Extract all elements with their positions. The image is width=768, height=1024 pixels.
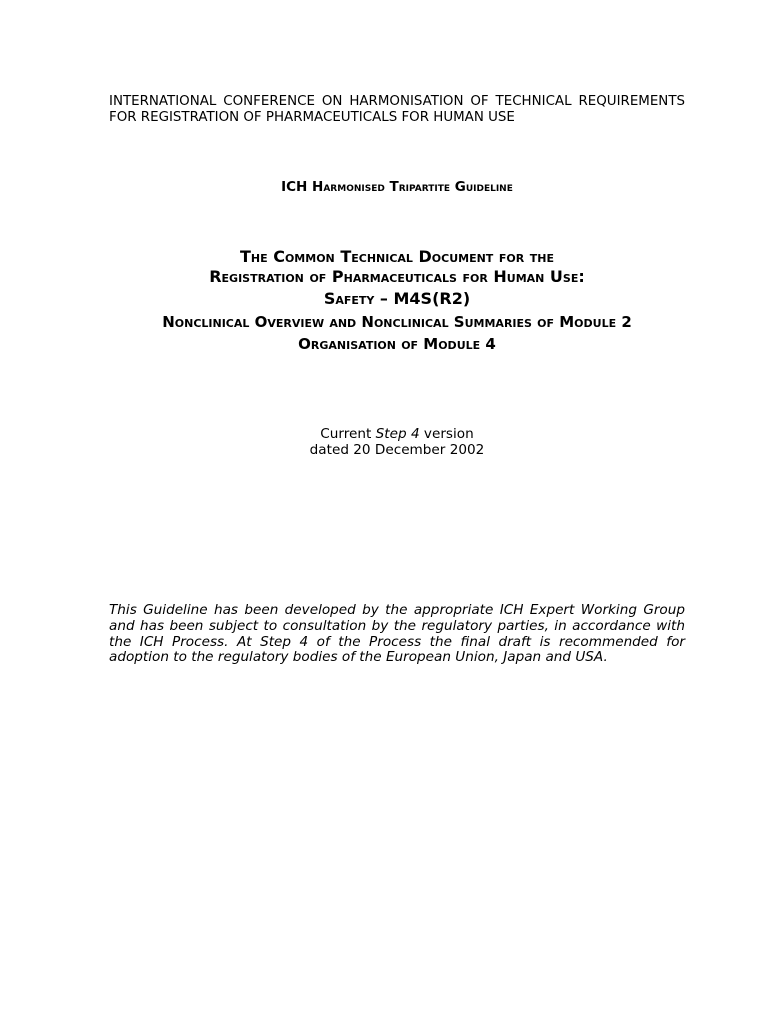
- version-step: Step 4: [375, 426, 420, 442]
- document-title-block: [109, 247, 685, 354]
- document-title-line-2: Registration of Pharmaceuticals for Human Use:: [209, 267, 585, 286]
- conference-heading: INTERNATIONAL CONFERENCE ON HARMONISATION OF TECHNICAL REQUIREMENTS FOR REGISTRATION OF PHARMACEUTICALS FOR HUMAN USE: [109, 94, 685, 125]
- document-code: Safety – M4S(R2): [323, 289, 471, 308]
- guideline-type-heading: ICH Harmonised Tripartite Guideline: [281, 179, 513, 195]
- version-date: dated 20 December 2002: [309, 442, 485, 458]
- guideline-notice: This Guideline has been developed by the appropriate ICH Expert Working Group and has been subject to consultation by the regulatory parties, in accordance with the ICH Process. At Step 4 of the Process the final draft is recommended for adoption to the regulatory bodies of the European Union, Japan and USA.: [109, 602, 685, 666]
- version-line: [109, 426, 685, 442]
- document-subtitle-2: Organisation of Module 4: [298, 334, 496, 353]
- version-block: [109, 426, 685, 458]
- document-subtitle-1: Nonclinical Overview and Nonclinical Summaries of Module 2: [162, 313, 632, 331]
- version-prefix: Current: [320, 426, 376, 442]
- version-suffix: version: [419, 426, 474, 442]
- document-title-line-1: The Common Technical Document for the: [240, 247, 554, 266]
